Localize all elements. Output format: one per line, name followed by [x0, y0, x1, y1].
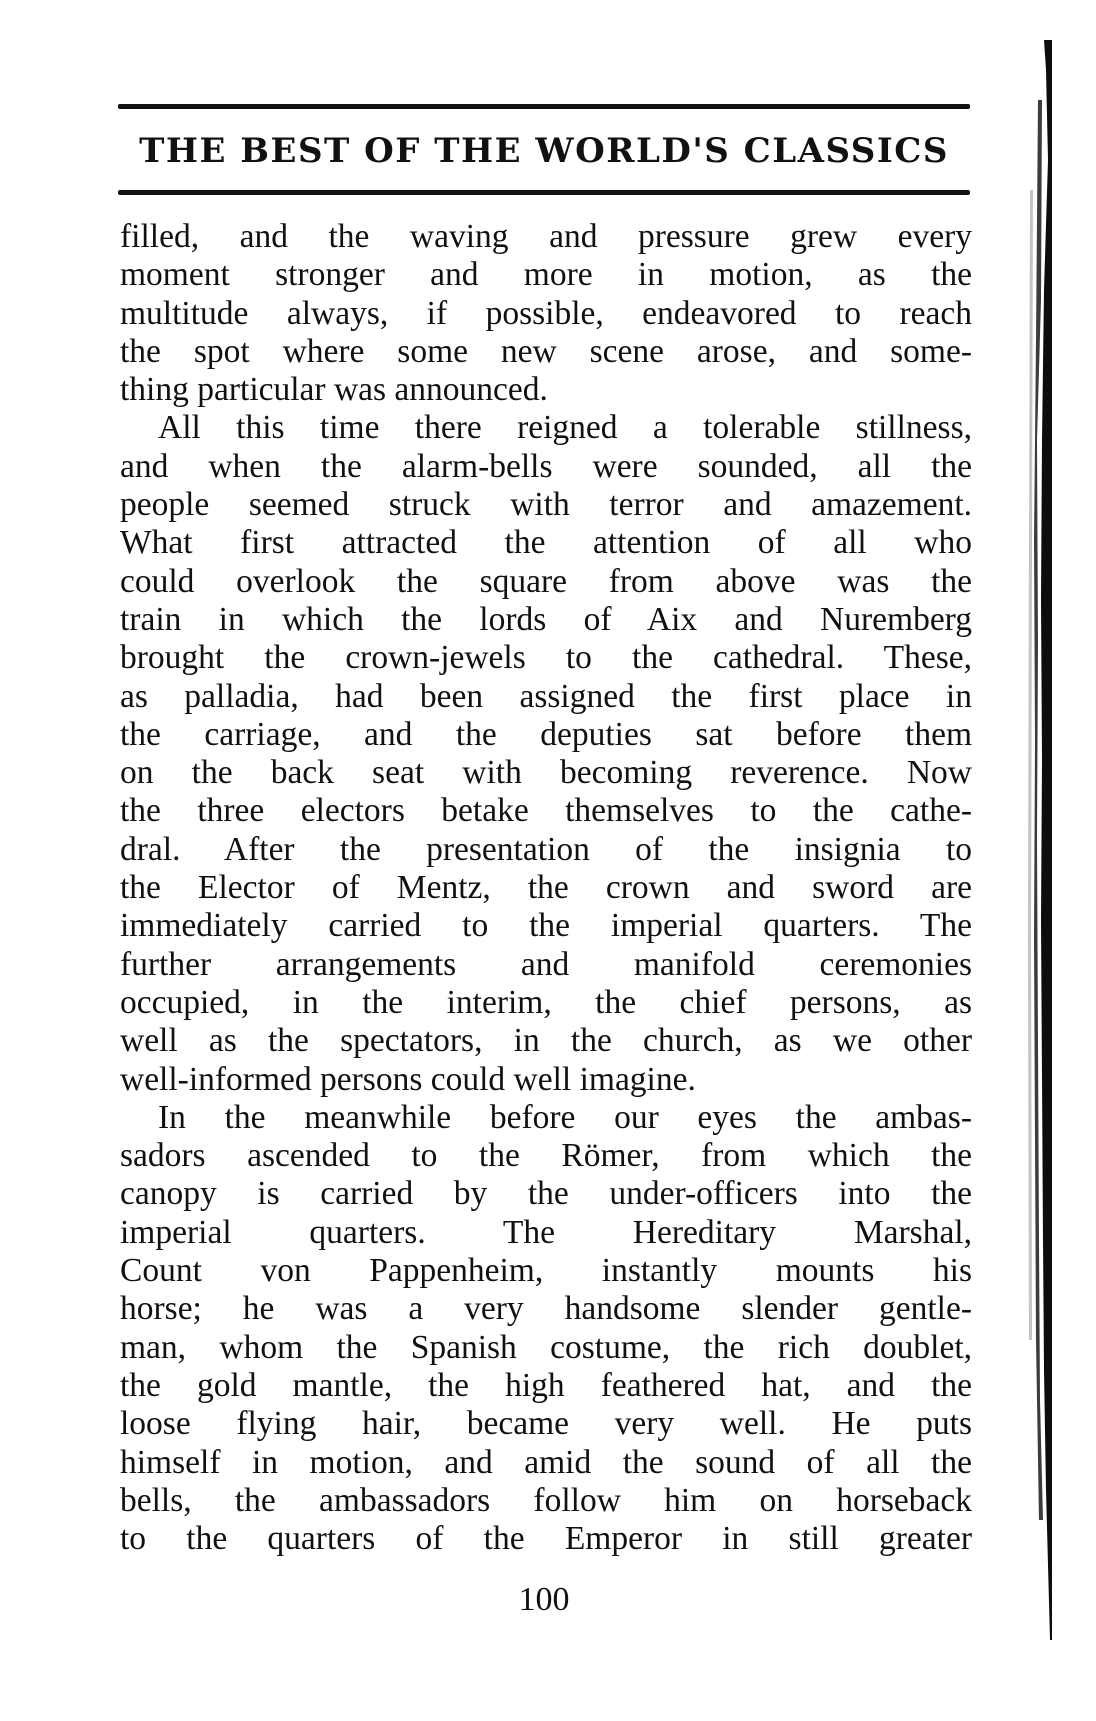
text-line: people seemed struck with terror and amazement.: [120, 486, 972, 524]
paragraph: [120, 1099, 972, 1559]
paragraph: [120, 218, 972, 409]
binding-shadow: [1022, 40, 1052, 1640]
text-line: moment stronger and more in motion, as the: [120, 256, 972, 294]
text-line: could overlook the square from above was the: [120, 562, 972, 600]
text-line: himself in motion, and amid the sound of all the: [120, 1443, 972, 1481]
text-line: on the back seat with becoming reverence. Now: [120, 754, 972, 792]
text-line: the gold mantle, the high feathered hat, and the: [120, 1366, 972, 1404]
text-line: and when the alarm-bells were sounded, all the: [120, 447, 972, 485]
text-line: canopy is carried by the under-officers into the: [120, 1175, 972, 1213]
text-line: horse; he was a very handsome slender gentle-: [120, 1290, 972, 1328]
paragraph: [120, 409, 972, 1098]
text-line: man, whom the Spanish costume, the rich doublet,: [120, 1328, 972, 1366]
text-line: sadors ascended to the Römer, from which the: [120, 1137, 972, 1175]
text-line: All this time there reigned a tolerable stillness,: [158, 409, 972, 447]
text-line: loose flying hair, became very well. He puts: [120, 1405, 972, 1443]
text-line: immediately carried to the imperial quarters. The: [120, 907, 972, 945]
text-line: filled, and the waving and pressure grew every: [120, 218, 972, 255]
text-line: What first attracted the attention of all who: [120, 524, 972, 562]
text-line: bells, the ambassadors follow him on horseback: [120, 1481, 972, 1519]
text-line: the Elector of Mentz, the crown and sword are: [120, 869, 972, 907]
header-top-rule: [118, 104, 970, 109]
text-line: to the quarters of the Emperor in still greater: [120, 1520, 972, 1558]
text-line: dral. After the presentation of the insignia to: [120, 830, 972, 868]
text-line: the three electors betake themselves to the cathe-: [120, 792, 972, 830]
text-line: brought the crown-jewels to the cathedral. These,: [120, 639, 972, 677]
text-line: as palladia, had been assigned the first place in: [120, 677, 972, 715]
text-line: thing particular was announced.: [120, 371, 548, 409]
text-line: train in which the lords of Aix and Nuremberg: [120, 600, 972, 638]
text-line: well-informed persons could well imagine.: [120, 1060, 696, 1098]
body-text: [120, 218, 972, 1558]
text-line: the spot where some new scene arose, and some-: [120, 332, 972, 370]
text-line: the carriage, and the deputies sat before them: [120, 715, 972, 753]
text-line: In the meanwhile before our eyes the ambas-: [158, 1098, 972, 1136]
text-line: imperial quarters. The Hereditary Marshal,: [120, 1213, 972, 1251]
text-line: Count von Pappenheim, instantly mounts his: [120, 1252, 972, 1290]
header-bottom-rule: [118, 190, 970, 195]
text-line: multitude always, if possible, endeavored to reach: [120, 294, 972, 332]
text-line: further arrangements and manifold ceremonies: [120, 945, 972, 983]
text-line: well as the spectators, in the church, as we other: [120, 1022, 972, 1060]
text-line: occupied, in the interim, the chief persons, as: [120, 983, 972, 1021]
page-number: 100: [518, 1581, 570, 1618]
running-title: THE BEST OF THE WORLD'S CLASSICS: [139, 131, 949, 171]
